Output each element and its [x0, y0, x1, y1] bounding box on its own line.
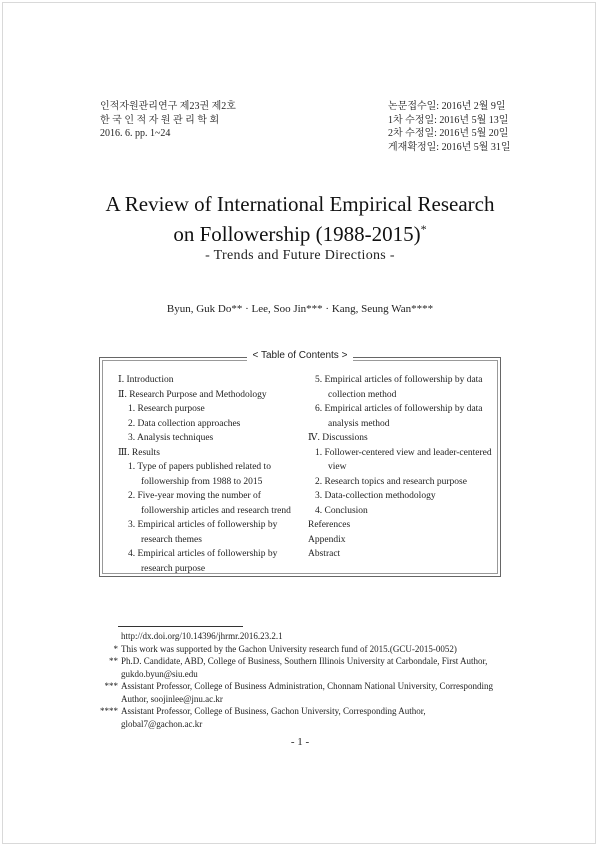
toc-item-continued: followership from 1988 to 2015: [141, 476, 263, 487]
toc-item: Ⅳ. Discussions: [308, 433, 368, 443]
title-line-1: A Review of International Empirical Research: [105, 192, 495, 216]
toc-item: 4. Conclusion: [315, 505, 368, 516]
toc-right-column: [308, 373, 496, 562]
paper-subtitle: - Trends and Future Directions -: [205, 248, 395, 263]
journal-header: [100, 100, 236, 141]
footnote: [100, 643, 500, 656]
footnote: [100, 655, 500, 680]
toc-item: Appendix: [308, 534, 346, 545]
date-accepted: 게재확정일: 2016년 5월 31일: [388, 141, 511, 153]
footnote: [100, 705, 500, 730]
toc-item: Ⅱ. Research Purpose and Methodology: [118, 389, 267, 400]
footnote: [100, 680, 500, 705]
toc-heading: [0, 350, 600, 361]
toc-item: 3. Analysis techniques: [128, 433, 214, 443]
submission-dates: [388, 100, 511, 154]
toc-item: Ⅲ. Results: [118, 447, 160, 458]
footnote-text: Ph.D. Candidate, ABD, College of Business, Southern Illinois University at Carbondale, First Author, gukdo.byun@siu.edu: [121, 656, 488, 679]
toc-item-continued: collection method: [328, 389, 397, 400]
society-name: 한 국 인 적 자 원 관 리 학 회: [100, 114, 220, 126]
date-revised-2: 2차 수정일: 2016년 5월 20일: [388, 128, 509, 139]
footnote-text: Assistant Professor, College of Business, Gachon University, Corresponding Author, global7@gachon.ac.kr: [121, 706, 426, 729]
toc-item-continued: followership articles and research trend: [141, 505, 291, 516]
toc-item: 1. Follower-centered view and leader-centered: [315, 447, 492, 458]
footnote-text: This work was supported by the Gachon University research fund of 2015.(GCU-2015-0052): [121, 643, 457, 654]
footnotes: [100, 630, 500, 730]
footnote-mark: **: [109, 656, 118, 666]
date-revised-1: 1차 수정일: 2016년 5월 13일: [388, 114, 509, 126]
journal-name: 인적자원관리연구 제23권 제2호: [100, 101, 236, 112]
toc-item: 5. Empirical articles of followership by data: [315, 375, 483, 385]
toc-item: 1. Research purpose: [128, 404, 205, 414]
footnote-divider: [118, 626, 243, 627]
toc-item: 3. Data-collection methodology: [315, 491, 436, 501]
author-list: Byun, Guk Do** · Lee, Soo Jin*** · Kang, Seung Wan****: [166, 303, 434, 315]
title-footnote-mark: *: [420, 222, 427, 236]
toc-item: 2. Research topics and research purpose: [315, 476, 467, 487]
footnote-mark: *: [113, 643, 118, 654]
toc-heading-text: < Table of Contents >: [247, 350, 354, 361]
footnote-text: Assistant Professor, College of Business Administration, Chonnam National University, Corresponding Author, soojinlee@jnu.ac.kr: [121, 681, 494, 704]
toc-item: 2. Five-year moving the number of: [128, 491, 261, 501]
toc-item: 6. Empirical articles of followership by data: [315, 404, 483, 414]
page-number: - 1 -: [290, 736, 310, 748]
toc-item: 1. Type of papers published related to: [128, 462, 271, 472]
title-line-2: [0, 217, 600, 247]
toc-item: 4. Empirical articles of followership by: [128, 549, 278, 559]
toc-item: 2. Data collection approaches: [128, 418, 241, 429]
toc-item: References: [308, 520, 351, 530]
toc-left-column: [118, 373, 298, 576]
title-line-2-text: on Followership (1988-2015): [173, 222, 421, 246]
date-received: 논문접수일: 2016년 2월 9일: [388, 101, 506, 112]
toc-item-continued: research themes: [141, 534, 202, 545]
footnote-mark: ***: [104, 681, 118, 691]
toc-item-continued: view: [328, 462, 347, 472]
issue-pages: 2016. 6. pp. 1~24: [100, 128, 171, 139]
toc-item-continued: research purpose: [141, 563, 206, 574]
toc-item: 3. Empirical articles of followership by: [128, 520, 278, 530]
paper-title: [0, 192, 600, 247]
toc-item: Ⅰ. Introduction: [118, 375, 174, 385]
toc-item: Abstract: [308, 549, 341, 559]
footnote-mark: ****: [100, 706, 118, 716]
toc-item-continued: analysis method: [328, 418, 390, 429]
doi-link[interactable]: http://dx.doi.org/10.14396/jhrmr.2016.23.2.1: [121, 631, 283, 641]
